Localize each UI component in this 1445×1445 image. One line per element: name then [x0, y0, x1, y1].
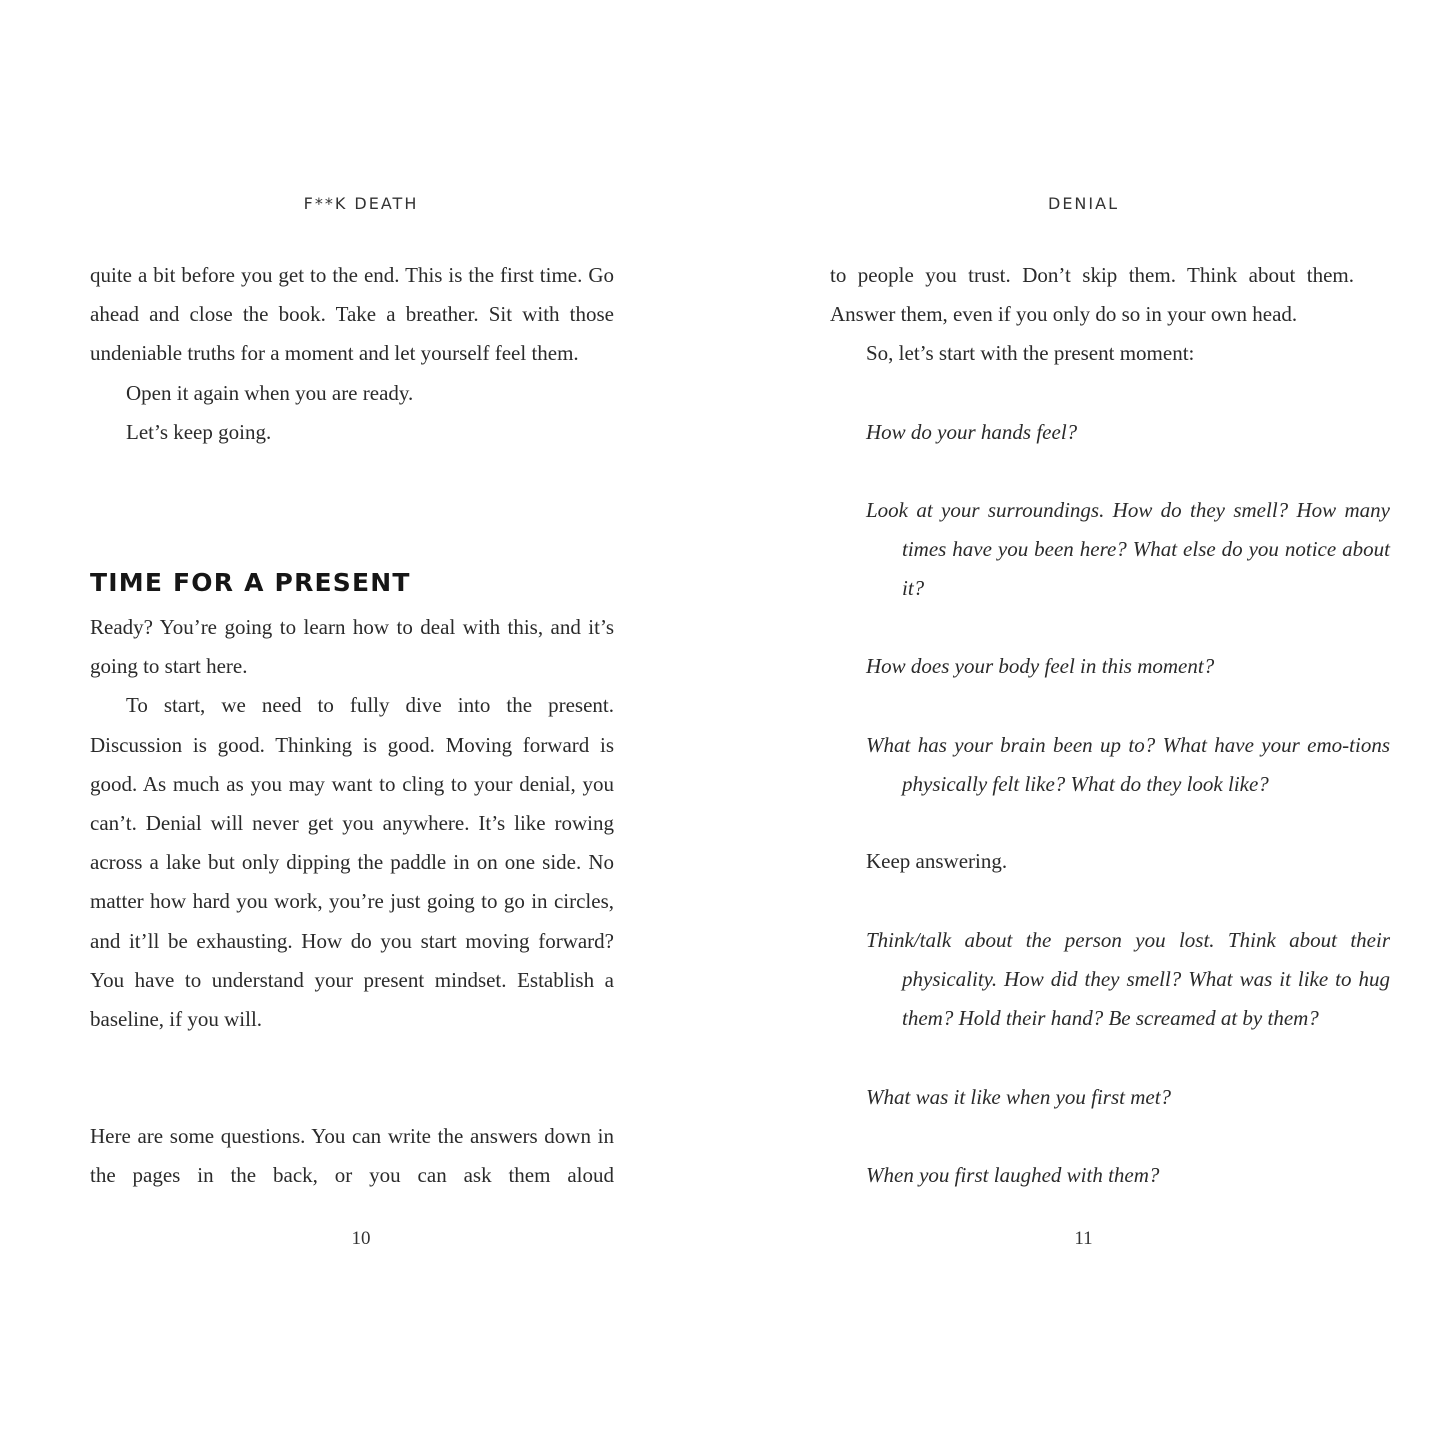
intro-paragraph: quite a bit before you get to the end. This is the first time. Go ahead and close the book. Take a breather. Sit with those undeniable truths for a moment and let yourself feel them.: [90, 263, 614, 366]
question-item: What has your brain been up to? What have your emo-tions physically felt like? What do they look like?: [866, 733, 1390, 797]
right-page: [722, 0, 1445, 1445]
questions-intro-block: [90, 1117, 614, 1195]
continuation-paragraph: to people you trust. Don’t skip them. Think about them. Answer them, even if you only do so in your own head.: [830, 263, 1354, 327]
question-item: Think/talk about the person you lost. Think about their physicality. How did they smell? What was it like to hug them? Hold their hand? Be screamed at by them?: [866, 928, 1390, 1031]
ready-paragraph: Ready? You’re going to learn how to deal with this, and it’s going to start here.: [90, 615, 614, 679]
questions-intro-paragraph: Here are some questions. You can write the answers down in the pages in the back, or you can ask them aloud: [90, 1124, 614, 1188]
page-number-left: 10: [351, 1228, 371, 1249]
page-number-right: 11: [1074, 1228, 1093, 1249]
body-block: [90, 608, 614, 1039]
continuation-block: [830, 256, 1354, 374]
open-again-line: Open it again when you are ready.: [126, 380, 414, 405]
running-head-left: F**K DEATH: [303, 194, 419, 213]
keep-answering-line: Keep answering.: [866, 849, 1008, 873]
present-moment-line: So, let’s start with the present moment:: [866, 341, 1195, 366]
section-heading: TIME FOR A PRESENT: [90, 568, 411, 597]
to-start-paragraph: To start, we need to fully dive into the present. Discussion is good. Thinking is good. Moving forward is good. As much as you may want to cling to your denial, you can’t. Denial will never get you anywhere. It’s like rowing across a lake but only dipping the paddle in on one side. No matter how hard you work, you’re just going to go in circles, and it’ll be exhausting. How do you start moving forward? You have to understand your present mindset. Establish a baseline, if you will.: [90, 693, 614, 1032]
question-item: When you first laughed with them?: [866, 1163, 1160, 1187]
keep-going-line: Let’s keep going.: [126, 419, 272, 444]
question-item: How do your hands feel?: [866, 420, 1078, 444]
intro-block: [90, 256, 614, 452]
left-page: [0, 0, 722, 1445]
question-item: How does your body feel in this moment?: [866, 654, 1215, 678]
running-head-right: DENIAL: [1048, 194, 1119, 213]
question-item: Look at your surroundings. How do they smell? How many times have you been here? What else do you notice about it?: [866, 498, 1390, 601]
question-item: What was it like when you first met?: [866, 1085, 1172, 1109]
